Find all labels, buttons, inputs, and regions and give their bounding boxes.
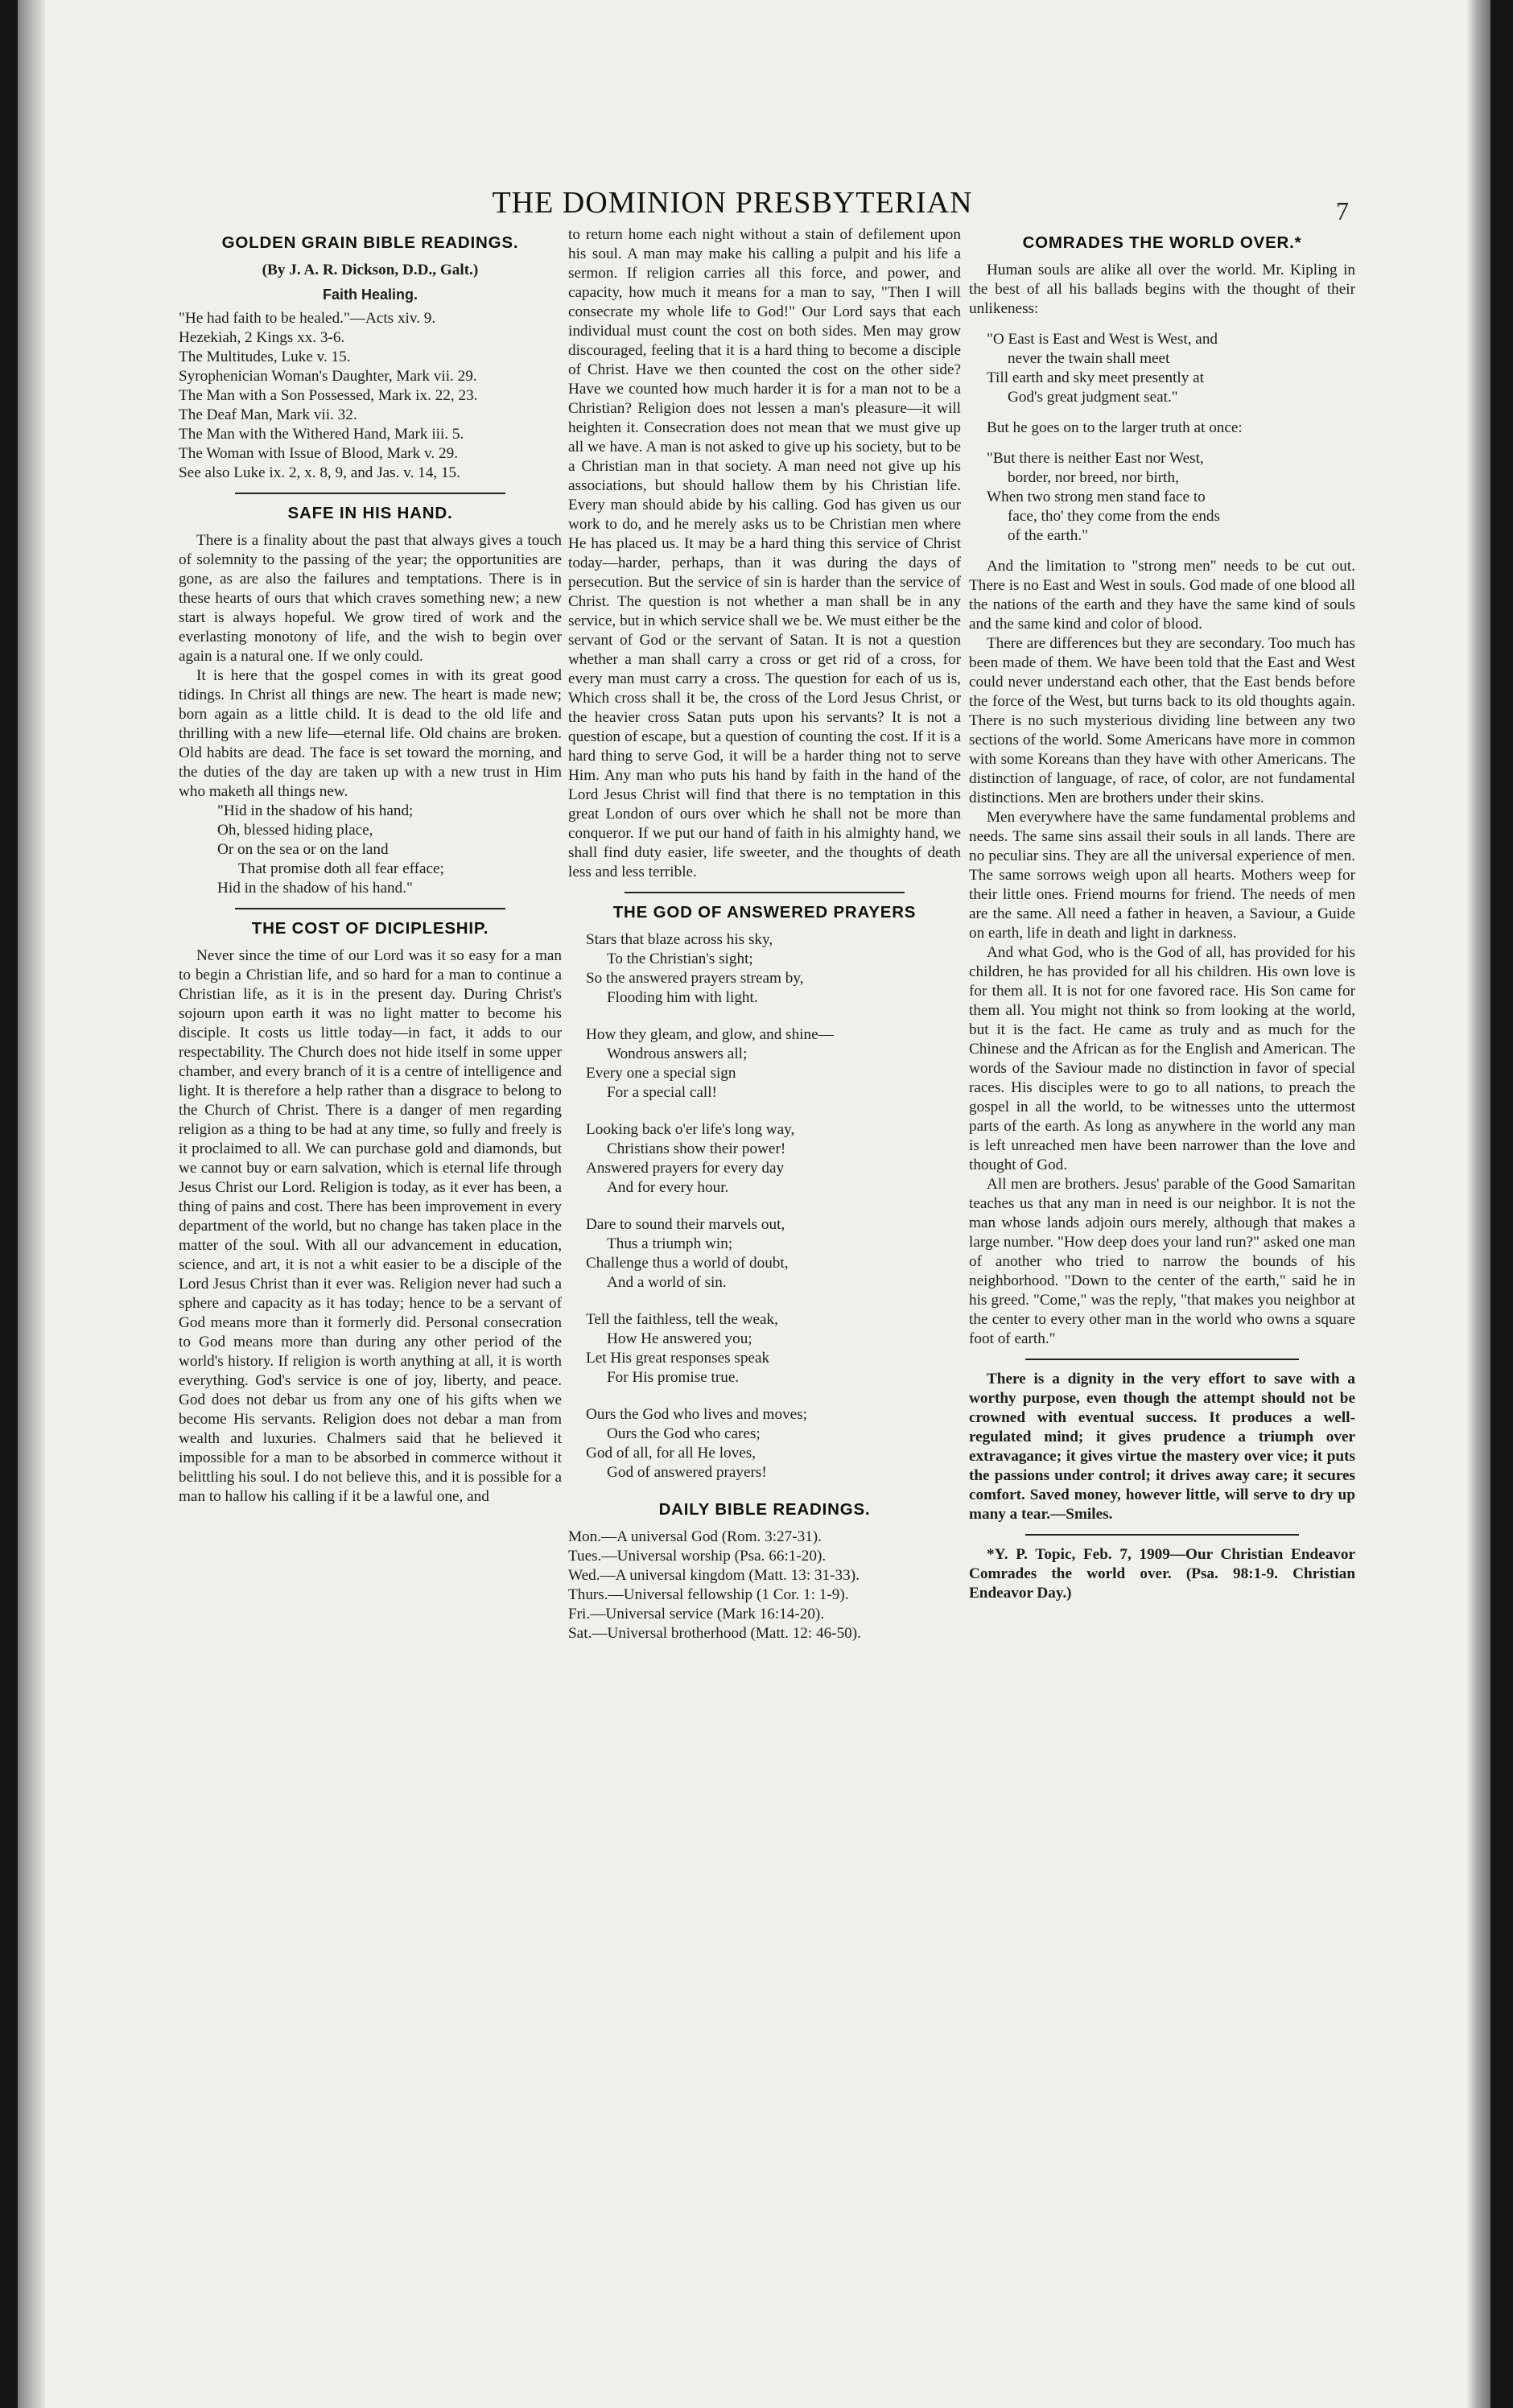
reading-item: Thurs.—Universal fellowship (1 Cor. 1: 1-9). [568,1586,849,1603]
section-divider [235,493,505,494]
reading-item: Wed.—A universal kingdom (Matt. 13: 31-33). [568,1567,860,1584]
verse-line: How He answered you; [607,1330,752,1347]
list-item: See also Luke ix. 2, x. 8, 9, and Jas. v. 14, 15. [179,464,460,481]
column-3 [969,225,1355,1603]
poem-stanza [568,1215,961,1293]
section-title-cost-of-dicipleship: THE COST OF DICIPLESHIP. [251,919,489,938]
verse-line: Challenge thus a world of doubt, [586,1255,789,1272]
paragraph-dignity: There is a dignity in the very effort to save with a worthy purpose, even though the attempt should not be crowned with eventual success. It produces a well-regulated mind; it gives prudence a triumph over extravagance; it gives virtue the mastery over vice; it puts the passions under control; it drives away care; it secures comfort. Saved money, however little, will serve to dry up many a tear.—Smiles. [969,1371,1355,1523]
paragraph: Human souls are alike all over the world. Mr. Kipling in the best of all his ballads begins with the thought of their unlikeness: [969,262,1355,317]
section-divider [235,908,505,909]
column-1 [179,225,562,1507]
verse-line: Christians show their power! [607,1140,786,1157]
verse-line: For a special call! [607,1084,717,1101]
verse-line: border, nor breed, nor birth, [1008,469,1179,486]
paragraph: to return home each night without a stain of defilement upon his soul. A man may make his calling a pulpit and his life a sermon. If religion carries all this force, and power, and capacity, how much it means for a man to say, "Then I will consecrate my whole life to God!" Our Lord says that each individual must count the cost on both sides. Men may grow discouraged, feeling that it is a hard thing to become a disciple of Christ. Have we then counted the cost on the other side? Have we counted how much harder it is for a man not to be a Christian? Religion does not lessen a man's pleasure—it will heighten it. Consecration does not mean that we must give up all we have. A man is not asked to give up his society, but to be a Christian man in that society. A man need not give up his associations, but should hallow them by his Christian life. Every man should abide by his calling. God has given us our work to do, and he merely asks us to be Christian men where He has placed us. It may be a hard thing this service of Christ today—harder, perhaps, than it was during the days of persecution. But the service of sin is harder than the service of Christ. The question is not whether a man shall be in any service, but in which service shall we be. We must either be the servant of God or the servant of Satan. It is not a question whether a man shall carry a cross or get rid of a cross, for every man must carry a cross. The question for each of us is, Which cross shall it be, the cross of the Lord Jesus Christ, or the heavier cross Satan puts upon his servants? It is not a question of escape, but a question of counting the cost. If it is a hard thing to serve God, it will be a harder thing not to serve Him. Any man who puts his hand by faith in the hand of the Lord Jesus Christ will find that there is no temptation in this great London of ours over which he shall not be more than conqueror. If we put our hand of faith in his almighty hand, we shall find duty easier, life sweeter, and the thoughts of death less and less terrible. [568,226,961,880]
verse-line: Looking back o'er life's long way, [586,1121,795,1138]
verse-line: of the earth." [1008,527,1088,544]
column-2 [568,225,961,1643]
paragraph: Men everywhere have the same fundamental problems and needs. The same sins assail their souls in all lands. There are no peculiar sins. They are all the universal experience of men. The same sorrows weigh upon all hearts. Mothers weep for their little ones. Friend mourns for friend. The needs of men are the same. All need a father in heaven, a Saviour, a Guide on earth, life in death and light in darkness. [969,809,1355,942]
section-title-safe-in-his-hand: SAFE IN HIS HAND. [287,504,453,522]
section-divider [1025,1359,1299,1360]
paragraph: All men are brothers. Jesus' parable of the Good Samaritan teaches us that any man in need is our neighbor. It is not the man whose lands adjoin ours merely, although that makes a large number. "How deep does your land run?" asked one man of another who tried to narrow the bounds of his neighborhood. "Down to the center of the earth," said he in his greed. "Come," was the reply, "that makes you neighbor at the center to every other man in the world who owns a square foot of earth." [969,1176,1355,1347]
verse-line: "But there is neither East nor West, [987,450,1204,467]
verse-line: God of answered prayers! [607,1464,767,1481]
paragraph: There is a finality about the past that always gives a touch of solemnity to the passing of the year; the opportunities are gone, as are also the failures and temptations. There is in these hearts of ours that which craves something new; a new start is always hopeful. We grow tired of work and the everlasting monotony of life, and the wish to begin over again is a natural one. If we only could. [179,532,562,665]
verse-line: God's great judgment seat." [1008,389,1178,406]
verse-line: "Hid in the shadow of his hand; [217,802,414,819]
reading-item: Sat.—Universal brotherhood (Matt. 12: 46-50). [568,1625,861,1642]
section-title-golden-grain: GOLDEN GRAIN BIBLE READINGS. [221,233,519,252]
section-divider [625,892,905,893]
verse-line: Every one a special sign [586,1065,736,1082]
section-title-god-of-answered-prayers: THE GOD OF ANSWERED PRAYERS [612,903,917,922]
masthead-title: THE DOMINION PRESBYTERIAN [492,186,973,220]
paragraph: But he goes on to the larger truth at once: [987,419,1243,436]
list-item: Hezekiah, 2 Kings xx. 3-6. [179,329,345,346]
verse-line: Or on the sea or on the land [217,841,389,858]
verse-block [969,330,1355,407]
section-title-comrades-the-world-over: COMRADES THE WORLD OVER.* [1022,233,1302,252]
list-item: The Deaf Man, Mark vii. 32. [179,406,357,423]
verse-line: never the twain shall meet [1008,350,1170,367]
verse-line: Till earth and sky meet presently at [987,369,1204,386]
paragraph: There are differences but they are secondary. Too much has been made of them. We have been told that the East and West could never understand each other, that the East bends before the force of the West, but turns back to its old thoughts again. There is no such mysterious dividing line between any two sections of the world. Some Americans have more in common with some Koreans than they have with other Americans. The distinction of language, of race, of color, are not fundamental distinctions. Men are brothers under their skins. [969,635,1355,806]
list-item: The Woman with Issue of Blood, Mark v. 29. [179,445,458,462]
verse-line: Answered prayers for every day [586,1160,785,1177]
footnote: *Y. P. Topic, Feb. 7, 1909—Our Christian Endeavor Comrades the world over. (Psa. 98:1-9. Christian Endeavor Day.) [969,1546,1355,1602]
poem-stanza [568,1120,961,1198]
list-item: "He had faith to be healed."—Acts xiv. 9. [179,310,436,327]
poem [568,930,961,1482]
verse-line: And for every hour. [607,1179,729,1196]
verse-line: Ours the God who lives and moves; [586,1406,807,1423]
verse-line: Wondrous answers all; [607,1045,748,1062]
list-item: The Man with a Son Possessed, Mark ix. 22, 23. [179,387,478,404]
verse-line: "O East is East and West is West, and [987,331,1218,348]
poem-stanza [568,1025,961,1103]
verse-line: Oh, blessed hiding place, [217,822,373,839]
list-item: The Multitudes, Luke v. 15. [179,348,351,365]
reading-item: Tues.—Universal worship (Psa. 66:1-20). [568,1548,827,1565]
verse-line: Dare to sound their marvels out, [586,1216,785,1233]
list-item: The Man with the Withered Hand, Mark iii. 5. [179,426,464,443]
verse-line: Ours the God who cares; [607,1425,761,1442]
verse-line: Thus a triumph win; [607,1235,733,1252]
verse-line: For His promise true. [607,1369,740,1386]
paragraph: It is here that the gospel comes in with its great good tidings. In Christ all things are new. The heart is made new; born again as a little child. It is dead to the old life and thrilling with a new life—eternal life. Old chains are broken. Old habits are dead. The face is set toward the morning, and the duties of the day are taken up with a new trust in Him who maketh all things new. [179,667,562,800]
scripture-list [179,309,562,483]
page-edge-shadow-left [18,0,45,2408]
section-title-daily-bible-readings: DAILY BIBLE READINGS. [658,1500,871,1519]
verse-line: So the answered prayers stream by, [586,970,804,987]
verse-block [969,449,1355,546]
paragraph: Never since the time of our Lord was it so easy for a man to begin a Christian life, and so hard for a man to continue a Christian life, as it is in the present day. During Christ's sojourn upon earth it was no light matter to become his disciple. It costs us little today—in fact, it adds to our respectability. The Church does not hide itself in some upper chamber, and every branch of it is a centre of intelligence and light. It is therefore a help rather than a disgrace to belong to the Church of Christ. There is a danger of men regarding religion as a thing to be had at any time, so fully and freely is it proclaimed to all. We can purchase gold and diamonds, but we cannot buy or earn salvation, which is eternal life through Jesus Christ our Lord. Religion is today, as it ever has been, a thing of pains and cost. There has been improvement in every department of the world, but no change has taken place in the matter of the soul. With all our advancement in education, science, and art, it is not a whit easier to be a disciple of the Lord Jesus Christ than it ever was. Religion never had such a sphere and capacity as it has today; hence to be a servant of God means more than it formerly did. Personal consecration to God means more than during any other period of the world's history. If religion is worth anything at all, it is worth everything. God's service is one of joy, liberty, and peace. God does not debar us from any one of his gifts when we become His servants. Religion does not debar a man from wealth and luxuries. Chalmers said that he believed it impossible for a man to be absorbed in commerce without it belittling his soul. I do not believe this, and it is possible for a man to hallow his calling if it be a lawful one, and [179,947,562,1505]
reading-item: Fri.—Universal service (Mark 16:14-20). [568,1606,825,1623]
paragraph: And the limitation to "strong men" needs to be cut out. There is no East and West in souls. God made of one blood all the nations of the earth and they have the same kind of souls and the same kind and color of blood. [969,558,1355,633]
verse-line: Stars that blaze across his sky, [586,931,773,948]
reading-item: Mon.—A universal God (Rom. 3:27-31). [568,1528,822,1545]
verse-line: Tell the faithless, tell the weak, [586,1311,778,1328]
verse-line: And a world of sin. [607,1274,727,1291]
list-item: Syrophenician Woman's Daughter, Mark vii. 29. [179,368,477,385]
verse-line: Hid in the shadow of his hand." [217,880,413,897]
section-divider [1025,1534,1299,1536]
subtitle-faith-healing: Faith Healing. [322,287,418,303]
verse-line: Flooding him with light. [607,989,758,1006]
verse-line: Let His great responses speak [586,1350,770,1367]
paragraph: And what God, who is the God of all, has provided for his children, he has provided for all his children. His own love is for them all. It is not for one favored race. His Son came for them all. You might not think so from looking at the world, but it is the fact. He came as truly and as much for the Chinese and the African as for the English and American. The words of the Saviour made no distinction in favor of special races. His disciples were to go to all nations, to preach the gospel in all the world, to be witnesses unto the uttermost parts of the earth. As long as anywhere in the world any man is left unreached men have been narrower than the love and thought of God. [969,944,1355,1173]
verse-line: To the Christian's sight; [607,950,753,967]
page-edge-shadow-right [1466,0,1490,2408]
verse-line: That promise doth all fear efface; [238,860,444,877]
poem-stanza [568,1405,961,1482]
verse-line: When two strong men stand face to [987,489,1206,505]
poem-stanza [568,1310,961,1387]
verse-line: face, tho' they come from the ends [1008,508,1220,525]
page-number: 7 [1336,196,1349,225]
verse-line: God of all, for all He loves, [586,1445,756,1462]
verse-line: How they gleam, and glow, and shine— [586,1026,834,1043]
poem-stanza [568,930,961,1008]
byline: (By J. A. R. Dickson, D.D., Galt.) [262,262,479,278]
verse-block [179,802,562,898]
